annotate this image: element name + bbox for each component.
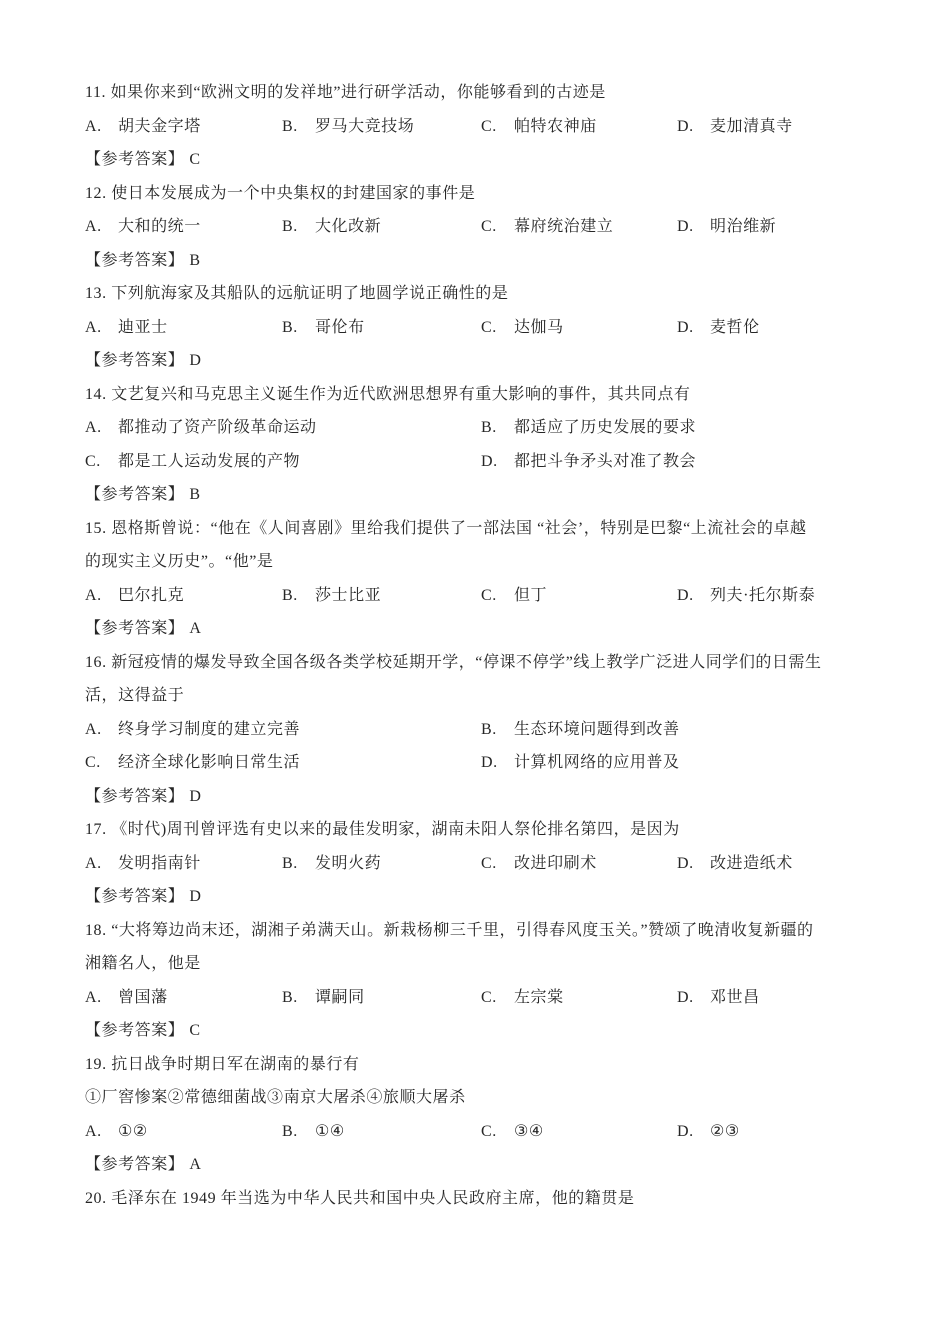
option-a [85,411,481,445]
question-13 [85,277,885,378]
answer-prefix: 【参考答案】 [85,151,185,168]
option-text: 计算机网络的应用普及 [514,754,680,771]
option-text: 大和的统一 [118,218,201,235]
answer-prefix: 【参考答案】 [85,888,185,905]
option-a [85,311,282,345]
option-letter: D. [677,117,694,135]
answer-prefix: 【参考答案】 [85,1156,185,1173]
question-stem: 20. 毛泽东在 1949 年当选为中华人民共和国中央人民政府主席，他的籍贯是 [85,1189,635,1207]
option-b [282,210,481,244]
option-letter: A. [85,318,102,336]
option-text: 都适应了历史发展的要求 [514,419,697,436]
option-letter: A. [85,988,102,1006]
answer-value: A [189,1156,202,1173]
answer-value: B [189,251,201,269]
answer-line [85,344,885,378]
option-letter: A. [85,117,102,135]
option-text: 左宗棠 [514,988,564,1006]
question-14 [85,378,885,512]
option-text: 迪亚士 [118,318,168,336]
option-text: 麦哲伦 [710,318,760,336]
option-text: 经济全球化影响日常生活 [118,754,301,771]
option-text: 大化改新 [315,218,382,235]
option-text: 巴尔扎克 [118,586,185,604]
option-d [677,981,885,1015]
option-d [481,445,885,479]
option-letter: C. [481,117,497,135]
option-c [481,981,677,1015]
question-stem: 14. 文艺复兴和马克思主义诞生作为近代欧洲思想界有重大影响的事件，其共同点有 [85,385,691,403]
question-16 [85,646,885,814]
option-text: ①④ [315,1122,345,1140]
option-c [481,311,677,345]
option-a [85,713,481,747]
options-row [85,1115,885,1149]
answer-value: D [189,787,202,805]
answer-line [85,1014,885,1048]
option-text: 罗马大竞技场 [315,117,415,135]
option-text: 生态环境问题得到改善 [514,720,680,738]
answer-value: D [189,888,202,905]
option-letter: D. [677,318,694,336]
option-letter: A. [85,218,102,235]
option-letter: B. [481,419,497,436]
options-row [85,445,885,479]
option-a [85,847,282,881]
answer-prefix: 【参考答案】 [85,620,185,637]
options-row [85,210,885,244]
option-text: 列夫·托尔斯泰 [710,586,816,604]
option-letter: C. [85,452,101,470]
question-20 [85,1182,885,1216]
option-d [481,746,885,780]
option-letter: B. [282,1122,298,1140]
options-row [85,746,885,780]
option-text: 曾国藩 [118,988,168,1006]
question-18 [85,914,885,1048]
answer-line [85,143,885,177]
option-b [282,110,481,144]
option-b [282,847,481,881]
option-text: 帕特农神庙 [514,117,597,135]
answer-value: D [189,352,202,369]
question-stem: 16. 新冠疫情的爆发导致全国各级各类学校延期开学，“停课不停学”线上教学广泛进人同学们的日需生 [85,653,822,671]
question-12 [85,177,885,278]
option-letter: A. [85,1122,102,1140]
answer-prefix: 【参考答案】 [85,352,185,369]
option-d [677,210,885,244]
answer-line [85,244,885,278]
option-text: ③④ [514,1122,544,1140]
option-b [481,411,885,445]
answer-value: A [189,620,202,637]
option-text: 都是工人运动发展的产物 [118,452,301,470]
option-text: 达伽马 [514,318,564,336]
option-letter: D. [481,754,498,771]
option-letter: B. [282,854,298,872]
option-letter: A. [85,720,102,738]
option-text: 但丁 [514,586,548,604]
option-letter: B. [282,988,298,1006]
option-d [677,110,885,144]
option-text: 麦加清真寺 [710,117,793,135]
option-a [85,981,282,1015]
option-letter: D. [677,218,694,235]
option-text: 发明指南针 [118,854,201,872]
option-text: ①② [118,1122,148,1140]
option-letter: D. [677,854,694,872]
option-text: 终身学习制度的建立完善 [118,720,301,738]
options-row [85,110,885,144]
option-c [481,579,677,613]
option-letter: C. [481,586,497,604]
option-text: 都把斗争矛头对准了教会 [514,452,697,470]
option-a [85,110,282,144]
question-items: ①厂窖惨案②常德细菌战③南京大屠杀④旅顺大屠杀 [85,1089,466,1106]
options-row [85,579,885,613]
question-stem: 11. 如果你来到“欧洲文明的发祥地”进行研学活动，你能够看到的古迹是 [85,84,606,101]
option-text: 明治维新 [710,218,777,235]
question-stem-continued: 湘籍名人，他是 [85,955,201,972]
option-b [282,579,481,613]
answer-line [85,478,885,512]
answer-line [85,880,885,914]
option-text: 发明火药 [315,854,382,872]
option-letter: C. [481,318,497,336]
option-letter: B. [481,720,497,738]
question-11 [85,76,885,177]
option-b [282,1115,481,1149]
option-b [481,713,885,747]
option-letter: C. [481,218,497,235]
option-letter: C. [481,988,497,1006]
exam-document [85,76,885,1215]
question-stem: 18. “大将筹边尚末还，湖湘子弟满天山。新栽杨柳三千里，引得春风度玉关。”赞颂了晚清收复新疆的 [85,921,814,939]
option-letter: B. [282,318,298,336]
options-row [85,981,885,1015]
answer-value: C [189,1022,201,1039]
option-c [481,847,677,881]
question-19 [85,1048,885,1182]
question-stem: 15. 恩格斯曾说：“他在《人间喜剧》里给我们提供了一部法国 “社会’，特别是巴黎“上流社会的卓越 [85,519,807,537]
option-text: 邓世昌 [710,988,760,1006]
question-stem: 17. 《时代)周刊曾评选有史以来的最佳发明家，湖南未阳人祭伦排名第四，是因为 [85,821,680,838]
option-c [85,445,481,479]
option-a [85,210,282,244]
answer-prefix: 【参考答案】 [85,486,185,503]
question-15 [85,512,885,646]
answer-line [85,612,885,646]
options-row [85,311,885,345]
option-letter: D. [677,1122,694,1140]
question-stem-continued: 的现实主义历史”。“他”是 [85,553,274,570]
answer-prefix: 【参考答案】 [85,1022,185,1039]
option-letter: C. [481,1122,497,1140]
option-letter: A. [85,854,102,872]
option-text: 胡夫金字塔 [118,117,201,135]
option-a [85,579,282,613]
question-stem-continued: 活，这得益于 [85,687,185,704]
question-stem: 19. 抗日战争时期日军在湖南的暴行有 [85,1055,360,1073]
option-text: 改进造纸术 [710,854,793,872]
options-row [85,411,885,445]
answer-prefix: 【参考答案】 [85,251,185,269]
option-c [481,210,677,244]
option-letter: C. [85,754,101,771]
option-d [677,847,885,881]
option-b [282,981,481,1015]
option-letter: D. [677,988,694,1006]
option-d [677,1115,885,1149]
options-row [85,847,885,881]
option-text: ②③ [710,1122,740,1140]
option-letter: A. [85,586,102,604]
option-text: 都推动了资产阶级革命运动 [118,419,317,436]
option-text: 谭嗣同 [315,988,365,1006]
option-text: 哥伦布 [315,318,365,336]
option-d [677,311,885,345]
answer-line [85,780,885,814]
option-a [85,1115,282,1149]
option-letter: D. [481,452,498,470]
question-17 [85,813,885,914]
option-text: 莎士比亚 [315,586,382,604]
option-b [282,311,481,345]
option-c [481,110,677,144]
answer-value: C [189,151,201,168]
question-stem: 13. 下列航海家及其船队的远航证明了地圆学说正确性的是 [85,285,509,302]
answer-prefix: 【参考答案】 [85,787,185,805]
option-letter: D. [677,586,694,604]
options-row [85,713,885,747]
option-text: 幕府统治建立 [514,218,614,235]
option-letter: B. [282,117,298,135]
question-stem: 12. 使日本发展成为一个中央集权的封建国家的事件是 [85,184,476,202]
option-c [85,746,481,780]
option-letter: A. [85,419,102,436]
option-d [677,579,885,613]
answer-line [85,1148,885,1182]
option-letter: C. [481,854,497,872]
option-c [481,1115,677,1149]
option-letter: B. [282,586,298,604]
answer-value: B [189,486,201,503]
option-text: 改进印刷术 [514,854,597,872]
option-letter: B. [282,218,298,235]
